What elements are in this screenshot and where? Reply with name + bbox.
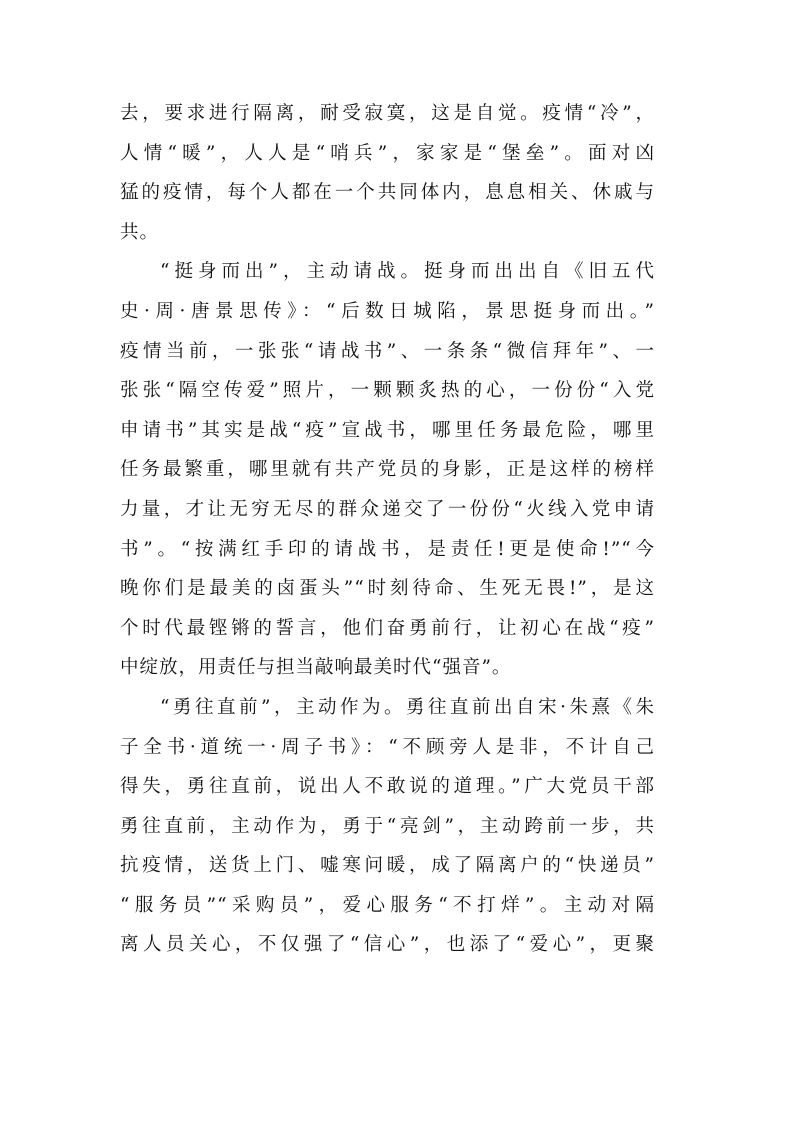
text-line: 个时代最铿锵的誓言，他们奋勇前行，让初心在战“疫” <box>120 617 655 639</box>
paragraph-start-line: “挺身而出”，主动请战。挺身而出出自《旧五代 <box>160 261 655 283</box>
text-line: “服务员”“采购员”，爱心服务“不打烊”。主动对隔 <box>120 894 655 916</box>
text-line: 史·周·唐景思传》：“后数日城陷，景思挺身而出。” <box>120 300 655 322</box>
text-line: 晚你们是最美的卤蛋头”“时刻待命、生死无畏!”，是这 <box>120 578 655 600</box>
text-line: 去，要求进行隔离，耐受寂寞，这是自觉。疫情“冷”， <box>120 103 655 124</box>
text-line: 子全书·道统一·周子书》：“不顾旁人是非，不计自己 <box>120 736 655 758</box>
text-line: 中绽放，用责任与担当敲响最美时代“强音”。 <box>120 657 512 679</box>
text-line: 抗疫情，送货上门、嘘寒问暖，成了隔离户的“快递员” <box>120 855 655 877</box>
document-body <box>120 94 655 965</box>
text-line: 得失，勇往直前，说出人不敢说的道理。”广大党员干部 <box>120 776 655 798</box>
text-line: 申请书”其实是战“疫”宣战书，哪里任务最危险，哪里 <box>120 419 655 441</box>
paragraph-start-line: “勇往直前”，主动作为。勇往直前出自宋·朱熹《朱 <box>160 696 655 718</box>
text-line: 勇往直前，主动作为，勇于“亮剑”，主动跨前一步，共 <box>120 815 655 837</box>
text-line: 猛的疫情，每个人都在一个共同体内，息息相关、休戚与 <box>120 182 655 204</box>
text-line: 离人员关心，不仅强了“信心”，也添了“爱心”，更聚 <box>120 934 655 956</box>
text-line: 书”。“按满红手印的请战书，是责任!更是使命!”“今 <box>120 538 655 560</box>
text-line: 力量，才让无穷无尽的群众递交了一份份“火线入党申请 <box>120 498 655 520</box>
text-line: 人情“暖”，人人是“哨兵”，家家是“堡垒”。面对凶 <box>120 142 655 164</box>
text-line: 共。 <box>120 221 160 243</box>
text-line: 任务最繁重，哪里就有共产党员的身影，正是这样的榜样 <box>120 459 655 481</box>
text-line: 张张“隔空传爱”照片，一颗颗炙热的心，一份份“入党 <box>120 380 655 402</box>
text-line: 疫情当前，一张张“请战书”、一条条“微信拜年”、一 <box>120 340 655 362</box>
